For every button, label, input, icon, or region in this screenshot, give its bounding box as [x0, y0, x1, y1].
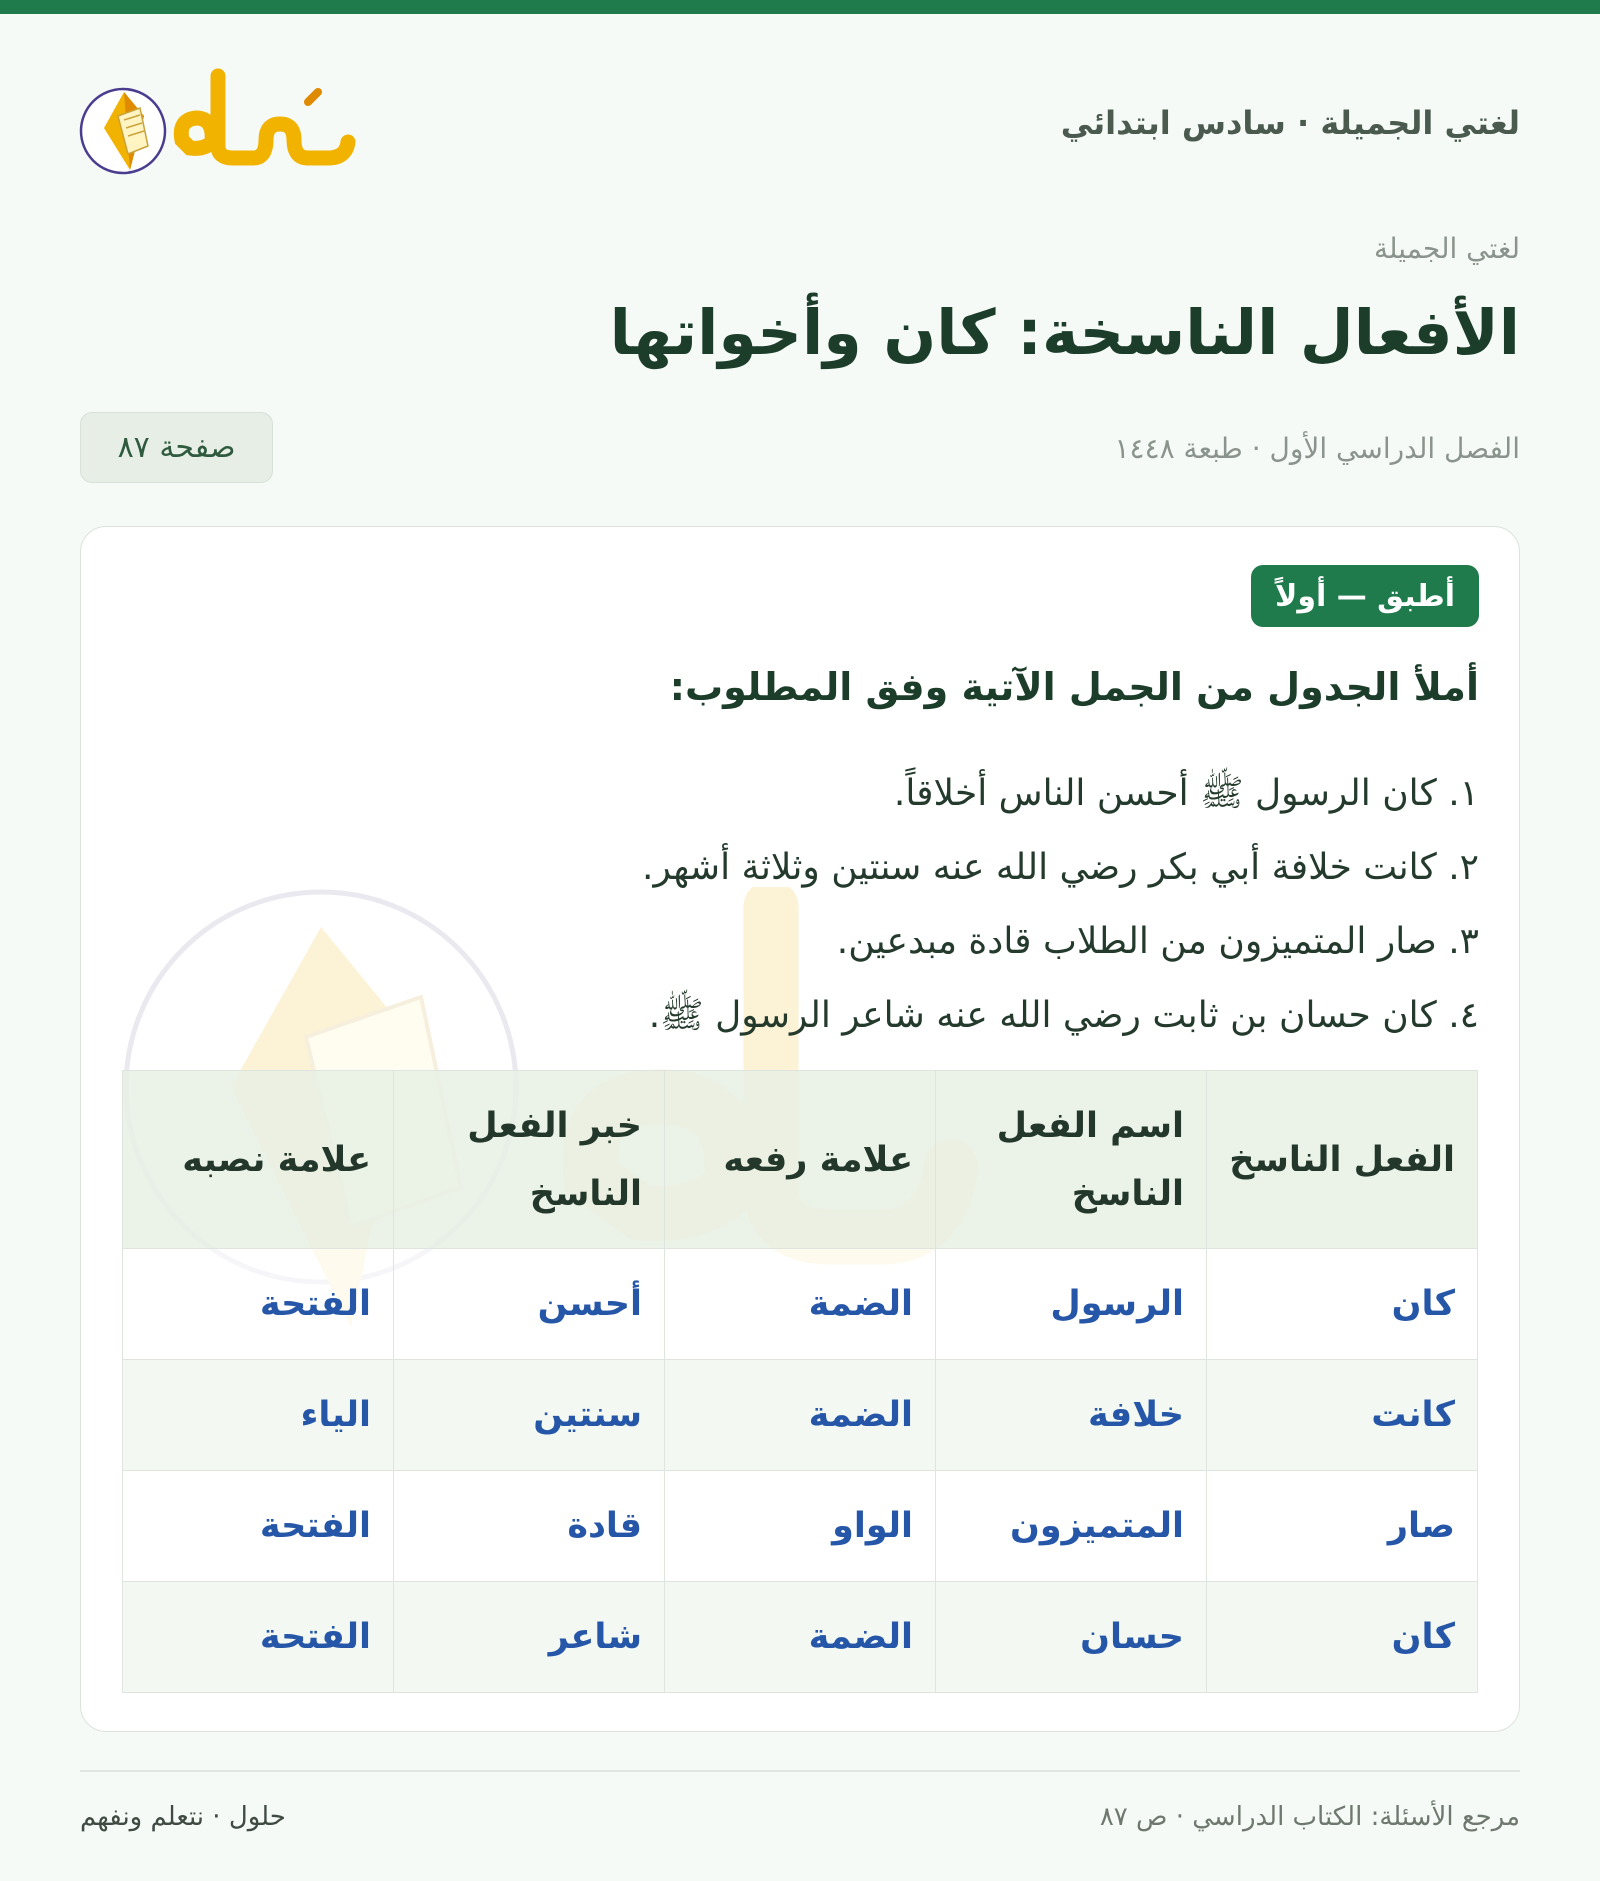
sentence-item: ٣. صار المتميزون من الطلاب قادة مبدعين.: [836, 921, 1479, 962]
lesson-kicker: لغتي الجميلة: [1373, 232, 1520, 265]
table-cell: خلافة: [936, 1360, 1207, 1471]
top-accent-bar: [0, 0, 1600, 14]
column-header: علامة رفعه: [665, 1071, 936, 1249]
table-row: [123, 1249, 1478, 1360]
table-cell: شاعر: [394, 1582, 665, 1693]
footer-divider: [80, 1770, 1520, 1772]
table-cell: المتميزون: [936, 1471, 1207, 1582]
sentence-item: ٢. كانت خلافة أبي بكر رضي الله عنه سنتين وثلاثة أشهر.: [642, 847, 1479, 888]
section-tag: أطبق — أولاً: [1251, 565, 1479, 627]
page-number-badge: صفحة ٨٧: [80, 412, 273, 483]
logo-icon: [78, 68, 358, 178]
table-cell: حسان: [936, 1582, 1207, 1693]
table-cell: قادة: [394, 1471, 665, 1582]
exercise-card: [80, 526, 1520, 1732]
table-header-row: [123, 1071, 1478, 1249]
footer-tagline: حلول · نتعلم ونفهم: [80, 1802, 286, 1832]
table-cell: الفتحة: [123, 1471, 394, 1582]
answer-table: [122, 1070, 1478, 1693]
column-header: اسم الفعل الناسخ: [936, 1071, 1207, 1249]
table-cell: كان: [1207, 1582, 1478, 1693]
table-row: [123, 1471, 1478, 1582]
table-cell: أحسن: [394, 1249, 665, 1360]
column-header: خبر الفعل الناسخ: [394, 1071, 665, 1249]
table-cell: الضمة: [665, 1582, 936, 1693]
lesson-meta: الفصل الدراسي الأول · طبعة ١٤٤٨: [1114, 432, 1520, 465]
column-header: علامة نصبه: [123, 1071, 394, 1249]
table-cell: كان: [1207, 1249, 1478, 1360]
table-cell: الفتحة: [123, 1249, 394, 1360]
table-cell: الواو: [665, 1471, 936, 1582]
table-cell: الضمة: [665, 1249, 936, 1360]
table-cell: الضمة: [665, 1360, 936, 1471]
page-title: الأفعال الناسخة: كان وأخواتها: [609, 296, 1520, 369]
table-cell: الياء: [123, 1360, 394, 1471]
table-cell: الرسول: [936, 1249, 1207, 1360]
table-row: [123, 1360, 1478, 1471]
question-instruction: أملأ الجدول من الجمل الآتية وفق المطلوب:: [669, 665, 1479, 709]
table-row: [123, 1582, 1478, 1693]
sentence-item: ١. كان الرسول ﷺ أحسن الناس أخلاقاً.: [893, 773, 1479, 814]
table-cell: كانت: [1207, 1360, 1478, 1471]
sentence-item: ٤. كان حسان بن ثابت رضي الله عنه شاعر الرسول ﷺ.: [648, 995, 1479, 1036]
table-cell: الفتحة: [123, 1582, 394, 1693]
hulul-logo[interactable]: [78, 68, 358, 178]
footer-reference: مرجع الأسئلة: الكتاب الدراسي · ص ٨٧: [1099, 1802, 1520, 1832]
table-cell: سنتين: [394, 1360, 665, 1471]
column-header: الفعل الناسخ: [1207, 1071, 1478, 1249]
header-subject: لغتي الجميلة · سادس ابتدائي: [1060, 104, 1520, 142]
sentence-list: [642, 757, 1479, 1053]
table-cell: صار: [1207, 1471, 1478, 1582]
